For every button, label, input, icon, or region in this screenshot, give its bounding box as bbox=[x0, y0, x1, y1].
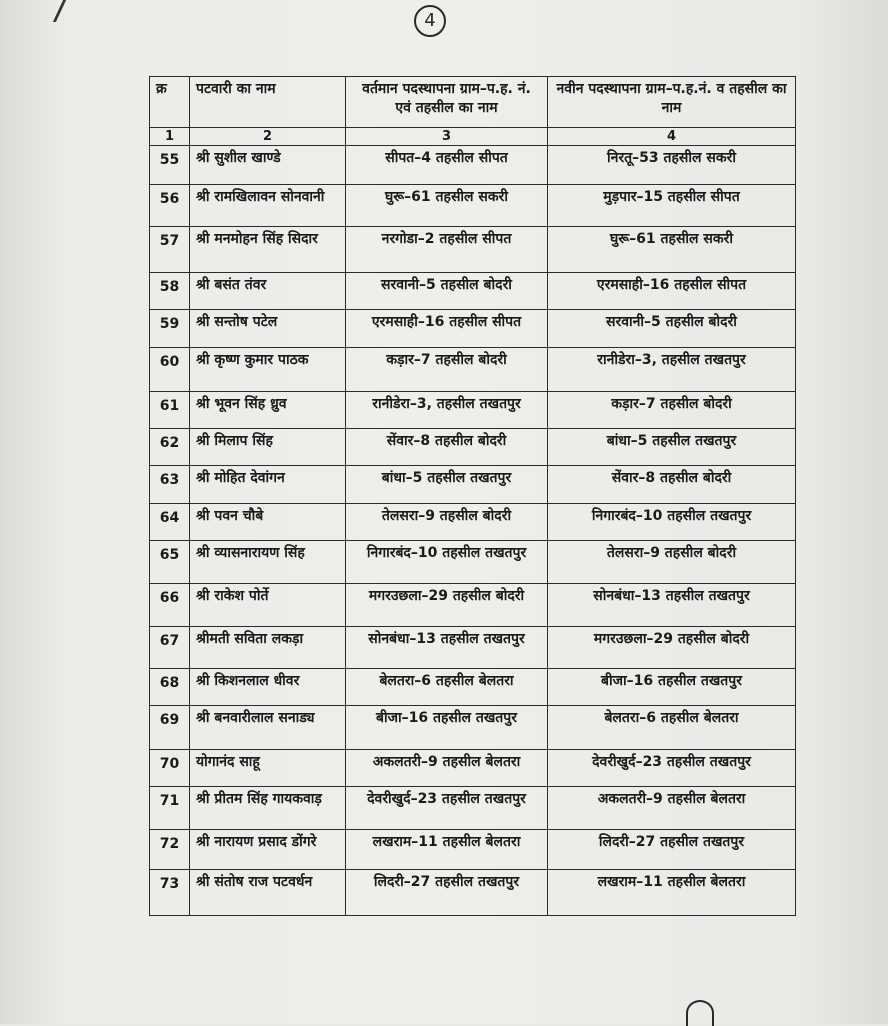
patwari-name-cell: श्री नारायण प्रसाद डोंगरे bbox=[190, 830, 346, 870]
serial-cell: 71 bbox=[150, 787, 190, 830]
transfer-table bbox=[149, 76, 796, 916]
serial-cell: 62 bbox=[150, 429, 190, 466]
table-row bbox=[150, 273, 796, 310]
current-posting-cell: तेलसरा–9 तहसील बोदरी bbox=[346, 504, 548, 541]
patwari-name-cell: श्री भूवन सिंह ध्रुव bbox=[190, 392, 346, 429]
serial-cell: 60 bbox=[150, 348, 190, 392]
table-row bbox=[150, 627, 796, 669]
table-row bbox=[150, 227, 796, 273]
current-posting-cell: लखराम–11 तहसील बेलतरा bbox=[346, 830, 548, 870]
table-row bbox=[150, 429, 796, 466]
current-posting-cell: नरगोडा–2 तहसील सीपत bbox=[346, 227, 548, 273]
current-posting-cell: निगारबंद–10 तहसील तखतपुर bbox=[346, 541, 548, 584]
current-posting-cell: अकलतरी–9 तहसील बेलतरा bbox=[346, 750, 548, 787]
current-posting-cell: कड़ार–7 तहसील बोदरी bbox=[346, 348, 548, 392]
header-current-posting: वर्तमान पदस्थापना ग्राम–प.ह. नं. एवं तहसील का नाम bbox=[346, 77, 548, 128]
new-posting-cell: बीजा–16 तहसील तखतपुर bbox=[548, 669, 796, 706]
serial-cell: 68 bbox=[150, 669, 190, 706]
table-row bbox=[150, 310, 796, 348]
new-posting-cell: एरमसाही–16 तहसील सीपत bbox=[548, 273, 796, 310]
new-posting-cell: मुड़पार–15 तहसील सीपत bbox=[548, 185, 796, 227]
new-posting-cell: तेलसरा–9 तहसील बोदरी bbox=[548, 541, 796, 584]
header-patwari-name: पटवारी का नाम bbox=[190, 77, 346, 128]
table-row bbox=[150, 870, 796, 916]
new-posting-cell: लिदरी–27 तहसील तखतपुर bbox=[548, 830, 796, 870]
table-row bbox=[150, 392, 796, 429]
new-posting-cell: सरवानी–5 तहसील बोदरी bbox=[548, 310, 796, 348]
new-posting-cell: सेंवार–8 तहसील बोदरी bbox=[548, 466, 796, 504]
new-posting-cell: निरतू–53 तहसील सकरी bbox=[548, 146, 796, 185]
new-posting-cell: लखराम–11 तहसील बेलतरा bbox=[548, 870, 796, 916]
current-posting-cell: रानीडेरा–3, तहसील तखतपुर bbox=[346, 392, 548, 429]
patwari-name-cell: श्री सुशील खाण्डे bbox=[190, 146, 346, 185]
new-posting-cell: निगारबंद–10 तहसील तखतपुर bbox=[548, 504, 796, 541]
patwari-name-cell: श्री मनमोहन सिंह सिदार bbox=[190, 227, 346, 273]
patwari-name-cell: श्री बनवारीलाल सनाड्य bbox=[190, 706, 346, 750]
new-posting-cell: बेलतरा–6 तहसील बेलतरा bbox=[548, 706, 796, 750]
column-number-row bbox=[150, 128, 796, 146]
patwari-name-cell: श्री सन्तोष पटेल bbox=[190, 310, 346, 348]
new-posting-cell: कड़ार–7 तहसील बोदरी bbox=[548, 392, 796, 429]
header-serial: क्र bbox=[150, 77, 190, 128]
table-row bbox=[150, 348, 796, 392]
serial-cell: 73 bbox=[150, 870, 190, 916]
header-row bbox=[150, 77, 796, 128]
serial-cell: 56 bbox=[150, 185, 190, 227]
header-new-posting: नवीन पदस्थापना ग्राम–प.ह.नं. व तहसील का नाम bbox=[548, 77, 796, 128]
current-posting-cell: बीजा–16 तहसील तखतपुर bbox=[346, 706, 548, 750]
column-number: 1 bbox=[150, 128, 190, 146]
table-row bbox=[150, 185, 796, 227]
serial-cell: 57 bbox=[150, 227, 190, 273]
current-posting-cell: एरमसाही–16 तहसील सीपत bbox=[346, 310, 548, 348]
current-posting-cell: सीपत–4 तहसील सीपत bbox=[346, 146, 548, 185]
current-posting-cell: घुरू–61 तहसील सकरी bbox=[346, 185, 548, 227]
table-row bbox=[150, 541, 796, 584]
current-posting-cell: सरवानी–5 तहसील बोदरी bbox=[346, 273, 548, 310]
new-posting-cell: अकलतरी–9 तहसील बेलतरा bbox=[548, 787, 796, 830]
table-row bbox=[150, 787, 796, 830]
serial-cell: 66 bbox=[150, 584, 190, 627]
serial-cell: 58 bbox=[150, 273, 190, 310]
patwari-name-cell: श्री बसंत तंवर bbox=[190, 273, 346, 310]
patwari-name-cell: श्री मोहित देवांगन bbox=[190, 466, 346, 504]
serial-cell: 70 bbox=[150, 750, 190, 787]
table-row bbox=[150, 466, 796, 504]
current-posting-cell: देवरीखुर्द–23 तहसील तखतपुर bbox=[346, 787, 548, 830]
page-number: 4 bbox=[414, 5, 446, 37]
serial-cell: 67 bbox=[150, 627, 190, 669]
new-posting-cell: सोनबंधा–13 तहसील तखतपुर bbox=[548, 584, 796, 627]
new-posting-cell: बांधा–5 तहसील तखतपुर bbox=[548, 429, 796, 466]
current-posting-cell: बेलतरा–6 तहसील बेलतरा bbox=[346, 669, 548, 706]
new-posting-cell: देवरीखुर्द–23 तहसील तखतपुर bbox=[548, 750, 796, 787]
table-row bbox=[150, 750, 796, 787]
table-row bbox=[150, 706, 796, 750]
serial-cell: 59 bbox=[150, 310, 190, 348]
column-number: 3 bbox=[346, 128, 548, 146]
current-posting-cell: सोनबंधा–13 तहसील तखतपुर bbox=[346, 627, 548, 669]
table-row bbox=[150, 584, 796, 627]
serial-cell: 65 bbox=[150, 541, 190, 584]
serial-cell: 55 bbox=[150, 146, 190, 185]
serial-cell: 69 bbox=[150, 706, 190, 750]
current-posting-cell: मगरउछला–29 तहसील बोदरी bbox=[346, 584, 548, 627]
column-number: 2 bbox=[190, 128, 346, 146]
new-posting-cell: घुरू–61 तहसील सकरी bbox=[548, 227, 796, 273]
table-row bbox=[150, 669, 796, 706]
table-row bbox=[150, 504, 796, 541]
patwari-name-cell: श्री पवन चौबे bbox=[190, 504, 346, 541]
patwari-name-cell: योगानंद साहू bbox=[190, 750, 346, 787]
serial-cell: 61 bbox=[150, 392, 190, 429]
new-posting-cell: रानीडेरा–3, तहसील तखतपुर bbox=[548, 348, 796, 392]
patwari-name-cell: श्रीमती सविता लकड़ा bbox=[190, 627, 346, 669]
current-posting-cell: लिदरी–27 तहसील तखतपुर bbox=[346, 870, 548, 916]
table-row bbox=[150, 830, 796, 870]
patwari-name-cell: श्री किशनलाल धीवर bbox=[190, 669, 346, 706]
table-body bbox=[150, 146, 796, 916]
patwari-name-cell: श्री प्रीतम सिंह गायकवाड़ bbox=[190, 787, 346, 830]
patwari-name-cell: श्री रामखिलावन सोनवानी bbox=[190, 185, 346, 227]
serial-cell: 72 bbox=[150, 830, 190, 870]
patwari-name-cell: श्री व्यासनारायण सिंह bbox=[190, 541, 346, 584]
table-row bbox=[150, 146, 796, 185]
current-posting-cell: बांधा–5 तहसील तखतपुर bbox=[346, 466, 548, 504]
page-number-mark bbox=[686, 1000, 714, 1026]
current-posting-cell: सेंवार–8 तहसील बोदरी bbox=[346, 429, 548, 466]
serial-cell: 64 bbox=[150, 504, 190, 541]
new-posting-cell: मगरउछला–29 तहसील बोदरी bbox=[548, 627, 796, 669]
patwari-name-cell: श्री कृष्ण कुमार पाठक bbox=[190, 348, 346, 392]
patwari-name-cell: श्री संतोष राज पटवर्धन bbox=[190, 870, 346, 916]
pen-mark bbox=[53, 0, 80, 22]
column-number: 4 bbox=[548, 128, 796, 146]
patwari-name-cell: श्री मिलाप सिंह bbox=[190, 429, 346, 466]
serial-cell: 63 bbox=[150, 466, 190, 504]
patwari-name-cell: श्री राकेश पोर्ते bbox=[190, 584, 346, 627]
